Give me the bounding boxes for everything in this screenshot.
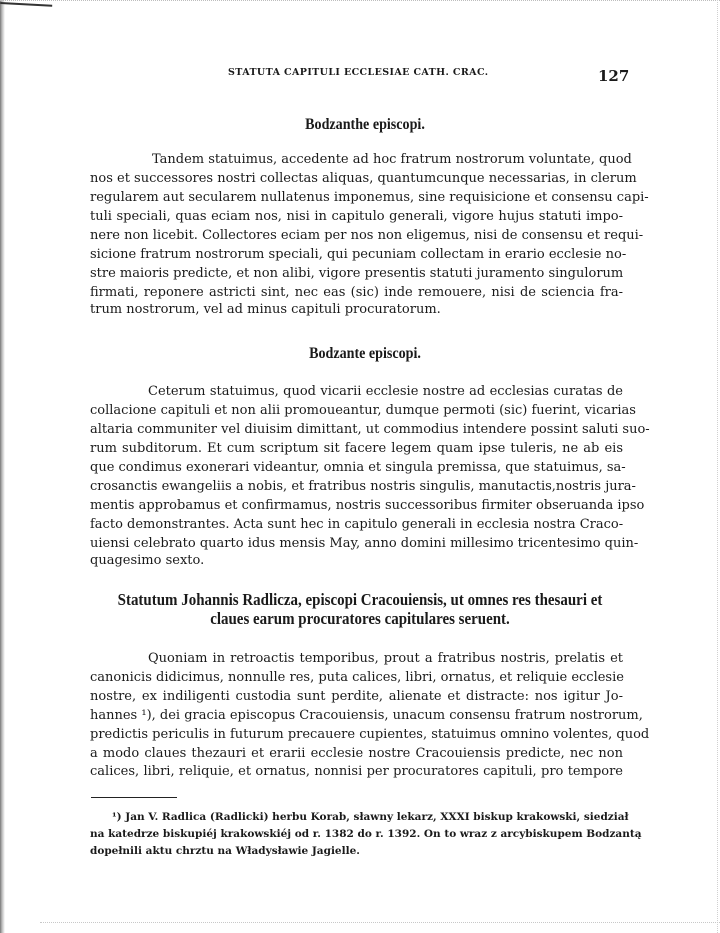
running-head: STATUTA CAPITULI ECCLESIAE CATH. CRAC. (228, 67, 489, 78)
text-line: stre maioris predicte, et non alibi, vigore presentis statuti juramento singulorum (90, 266, 624, 281)
text-line: Quoniam in retroactis temporibus, prout a fratribus nostris, prelatis et (148, 651, 623, 666)
section-heading: Statutum Johannis Radlicza, episcopi Cracouiensis, ut omnes res thesauri et (117, 590, 603, 609)
scan-edge-top (0, 0, 720, 15)
text-line: predictis periculis in futurum precauere cupientes, statuimus omnino volentes, quod (90, 727, 650, 742)
text-line: uiensi celebrato quarto idus mensis May, anno domini millesimo tricentesimo quin- (90, 536, 639, 551)
footnote-line: dopełnili aktu chrztu na Władysławie Jagielle. (90, 845, 360, 857)
footnote-line: ¹) Jan V. Radlica (Radlicki) herbu Korab, sławny lekarz, XXXI biskup krakowski, siedział (112, 811, 629, 823)
text-line: altaria communiter vel diuisim dimittant, ut commodius intendere possint saluti suo- (90, 422, 650, 437)
section-heading: Bodzante episcopi. (309, 345, 421, 362)
text-line: a modo claues thezauri et erarii ecclesie nostre Cracouiensis predicte, nec non (90, 746, 623, 761)
page-number: 127 (598, 67, 630, 85)
text-line: collacione capituli et non alii promoueantur, dumque permoti (sic) fuerint, vicarias (90, 403, 636, 418)
text-line: nostre, ex indiligenti custodia sunt perdite, alienate et distracte: nos igitur Jo- (90, 689, 623, 704)
section-heading: claues earum procuratores capitulares seruent. (210, 609, 510, 628)
text-line: Tandem statuimus, accedente ad hoc fratrum nostrorum voluntate, quod (152, 152, 632, 167)
text-line: que condimus exonerari videantur, omnia et singula premissa, que statuimus, sa- (90, 460, 626, 475)
text-line: regularem aut secularem nullatenus imponemus, sine requisicione et consensu capi- (90, 190, 649, 205)
text-line: nere non licebit. Collectores eciam per nos non eligemus, nisi de consensu et requi- (90, 228, 644, 243)
scan-edge-right (716, 0, 718, 933)
text-line: facto demonstrantes. Acta sunt hec in capitulo generali in ecclesia nostra Craco- (90, 517, 624, 532)
footnote-line: na katedrze biskupiéj krakowskiéj od r. 1382 do r. 1392. On to wraz z arcybiskupem Bodzantą (90, 828, 642, 840)
text-line: trum nostrorum, vel ad minus capituli procuratorum. (90, 302, 441, 317)
scan-edge-bottom (40, 922, 720, 923)
text-line: nos et successores nostri collectas aliquas, quantumcunque necessarias, in clerum (90, 171, 637, 186)
footnote-rule (91, 797, 177, 798)
text-line: mentis approbamus et confirmamus, nostris successoribus firmiter obseruanda ipso (90, 498, 645, 513)
scan-edge-left (0, 0, 5, 933)
section-heading: Bodzanthe episcopi. (305, 116, 425, 133)
text-line: calices, libri, reliquie, et ornatus, nonnisi per procuratores capituli, pro tempore (90, 764, 623, 779)
text-line: firmati, reponere astricti sint, nec eas (sic) inde remouere, nisi de sciencia fra- (90, 285, 623, 300)
text-line: Ceterum statuimus, quod vicarii ecclesie nostre ad ecclesias curatas de (148, 384, 623, 399)
text-line: rum subditorum. Et cum scriptum sit facere legem quam ipse tuleris, ne ab eis (90, 441, 623, 456)
text-line: canonicis didicimus, nonnulle res, puta calices, libri, ornatus, et reliquie ecclesie (90, 670, 624, 685)
text-line: hannes ¹), dei gracia episcopus Cracouiensis, unacum consensu fratrum nostrorum, (90, 708, 643, 723)
text-line: quagesimo sexto. (90, 553, 205, 568)
text-line: tuli speciali, quas eciam nos, nisi in capitulo generali, vigore hujus statuti impo- (90, 209, 623, 224)
text-line: crosanctis ewangeliis a nobis, et fratribus nostris singulis, manutactis,nostris jura- (90, 479, 636, 494)
text-line: sicione fratrum nostrorum speciali, qui pecuniam collectam in erario ecclesie no- (90, 247, 627, 262)
